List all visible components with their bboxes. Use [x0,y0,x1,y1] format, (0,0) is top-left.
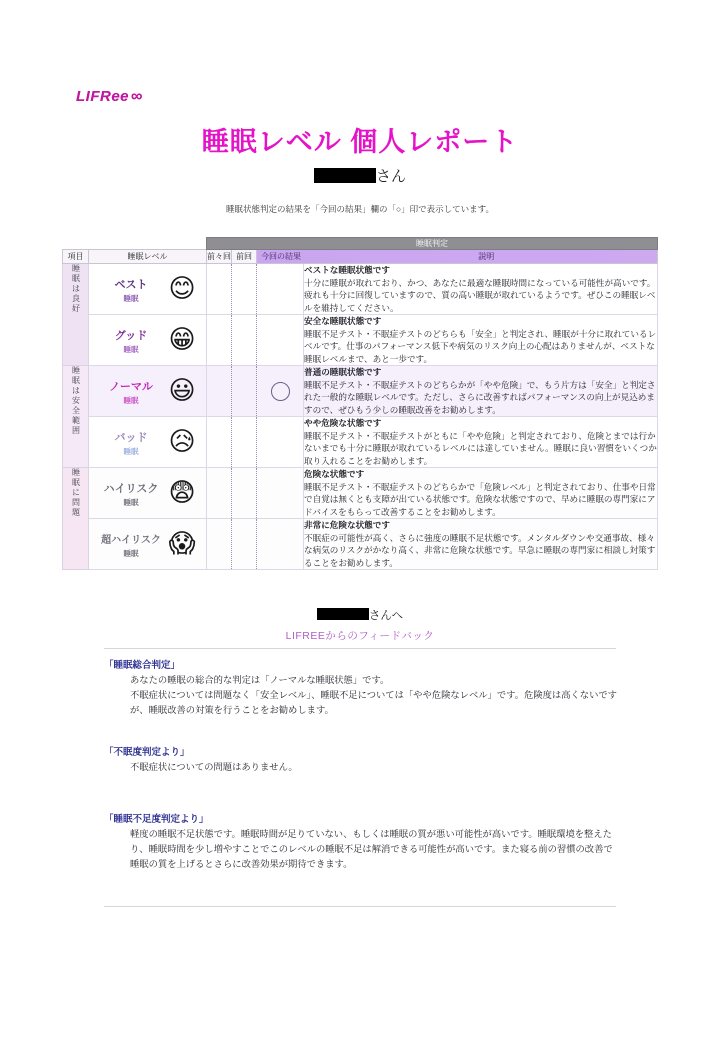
level-subtitle: 睡眠 [123,498,139,507]
feedback-user-suffix: さんへ [368,610,404,622]
table-row [63,315,658,366]
description-cell [304,366,658,417]
sleep-level-table [62,237,658,570]
prev1-cell [232,468,257,519]
feedback-heading: 「不眠度判定より」 [104,747,190,758]
screaming-face-icon: 😱 [168,528,196,558]
prev1-cell [232,366,257,417]
infinity-icon: ∞ [131,88,143,105]
description-title: 普通の睡眠状態です [304,367,382,377]
table-row [63,366,658,417]
level-cell-bad [89,417,207,468]
level-name: 超ハイリスク [101,535,161,546]
description-cell [304,519,658,570]
description-body: 睡眠不足テスト・不眠症テストのどちらも「安全」と判定され、睡眠が十分に取れているレベルです。仕事のパフォーマンス低下や病気のリスク向上の心配はありませんが、ベストな睡眠レベルまで、あと一歩です。 [304,329,657,364]
lifree-logo [76,88,142,106]
feedback-body [104,673,620,718]
prev2-cell [207,519,232,570]
group-label-safe [63,366,89,468]
table-row [63,468,658,519]
feedback-user-line [0,607,720,623]
group-label-good [63,264,89,366]
description-body: 睡眠不足テスト・不眠症テストのどちらかが「やや危険」で、もう片方は「安全」と判定された一般的な睡眠レベルです。ただし、さらに改善すればパフォーマンスの向上が見込めますので、ぜひもう少しの睡眠改善をお勧めします。 [304,380,656,415]
description-body: 睡眠不足テスト・不眠症テストがともに「やや危険」と判定されており、危険とまでは行かないまでも十分に睡眠が取れているレベルには達していません。睡眠に良い習慣をいくつか取り入れることをお勧めします。 [304,431,657,466]
description-title: 安全な睡眠状態です [304,316,382,326]
level-cell-high-risk [89,468,207,519]
group-label-safe-text: 睡眠は安全範囲 [71,366,81,436]
divider-top [104,648,616,649]
level-cell-normal [89,366,207,417]
col-header-current-and-desc [257,250,658,264]
level-name: グッド [114,330,148,342]
prev2-cell [207,366,232,417]
description-cell [304,315,658,366]
prev1-cell [232,519,257,570]
table-row [63,519,658,570]
feedback-line: あなたの睡眠の総合的な判定は「ノーマルな睡眠状態」です。 [130,675,390,685]
description-cell [304,468,658,519]
header-group-sleep-judgement: 睡眠判定 [207,238,658,250]
level-subtitle: 睡眠 [123,294,139,303]
description-title: やや危険な状態です [304,418,382,428]
table-row [63,417,658,468]
level-name: ノーマル [109,381,153,393]
current-result-cell-selected [257,366,304,417]
user-name-suffix: さん [375,168,406,185]
level-name: バッド [114,432,148,444]
description-title: 非常に危険な状態です [304,520,390,530]
col-header-current: 今回の結果 [261,252,301,261]
report-note: 睡眠状態判定の結果を「今回の結果」欄の「○」印で表示しています。 [226,204,494,214]
current-result-cell [257,315,304,366]
table-header-row [63,250,658,264]
prev1-cell [232,264,257,315]
prev1-cell [232,417,257,468]
feedback-heading: 「睡眠総合判定」 [104,660,181,671]
feedback-line: 不眠症状についての問題はありません。 [130,762,298,772]
description-title: 危険な状態です [304,469,365,479]
description-body: 睡眠不足テスト・不眠症テストのどちらかで「危険レベル」と判定されており、仕事や日常で自覚は無くとも支障が出ている状態です。危険な状態ですので、早めに睡眠の専門家にアドバイスをもらって改善することをお勧めします。 [304,482,656,517]
current-result-cell [257,468,304,519]
level-cell-best [89,264,207,315]
smiling-open-mouth-icon: 😃 [168,375,196,405]
feedback-body [104,760,620,775]
feedback-body [104,827,620,872]
header-spacer-item [63,238,89,250]
sad-sweat-face-icon: 😥 [168,426,196,456]
brand-name: LIFRee [76,88,130,105]
col-header-level: 睡眠レベル [89,250,207,264]
redacted-name-block [314,168,376,183]
user-name-line [0,165,720,186]
sleep-level-table-wrap [62,237,658,570]
level-subtitle: 睡眠 [123,447,139,456]
page-title: 睡眠レベル 個人レポート [201,127,519,157]
circle-mark-icon [271,382,290,401]
fearful-face-icon: 😨 [168,477,196,507]
table-header-top-row [63,238,658,250]
col-header-prev1: 前回 [232,250,257,264]
group-label-problem-text: 睡眠に問題 [71,468,81,518]
group-label-problem [63,468,89,570]
feedback-block-insomnia [104,744,620,775]
description-cell [304,417,658,468]
current-result-cell [257,417,304,468]
current-result-cell [257,519,304,570]
grinning-face-icon: 😁 [168,324,196,354]
col-header-item: 項目 [63,250,89,264]
level-subtitle: 睡眠 [123,396,139,405]
current-result-cell [257,264,304,315]
level-name: ベスト [114,279,148,291]
col-header-prev2: 前々回 [207,250,232,264]
table-row [63,264,658,315]
level-subtitle: 睡眠 [123,345,139,354]
prev2-cell [207,417,232,468]
feedback-heading: 「睡眠不足度判定より」 [104,814,209,825]
redacted-name-block [317,608,369,620]
header-spacer-level [89,238,207,250]
col-header-description: 説明 [478,252,495,261]
prev2-cell [207,315,232,366]
level-name: ハイリスク [103,483,159,495]
prev1-cell [232,315,257,366]
level-cell-super-high-risk [89,519,207,570]
level-subtitle: 睡眠 [123,549,139,558]
feedback-line: 不眠症状については問題なく「安全レベル」、睡眠不足については「やや危険なレベル」です。危険度は高くないですが、睡眠改善の対策を行うことをお勧めします。 [130,690,617,716]
description-body: 十分に睡眠が取れており、かつ、あなたに最適な睡眠時間になっている可能性が高いです。疲れも十分に回復していますので、質の高い睡眠が取れているようです。ぜひこの睡眠レベルを維持してください。 [304,278,656,313]
feedback-block-overall [104,657,620,718]
feedback-line: 軽度の睡眠不足状態です。睡眠時間が足りていない、もしくは睡眠の質が悪い可能性が高いです。睡眠環境を整えたり、睡眠時間を少し増やすことでこのレベルの睡眠不足は解消できる可能性が高いです。また寝る前の習慣の改善で睡眠の質を上げるとさらに改善効果が期待できます。 [130,829,613,870]
feedback-subtitle: LIFREEからのフィードバック [285,630,435,642]
group-label-good-text: 睡眠は良好 [71,264,81,314]
description-body: 不眠症の可能性が高く、さらに強度の睡眠不足状態です。メンタルダウンや交通事故、様々な病気のリスクがかなり高く、非常に危険な状態です。早急に睡眠の専門家に相談し対策することをお勧めします。 [304,533,656,568]
description-cell [304,264,658,315]
prev2-cell [207,468,232,519]
smiling-face-icon: 😊 [168,273,196,303]
level-cell-good [89,315,207,366]
divider-bottom [104,906,616,907]
description-title: ベストな睡眠状態です [304,265,390,275]
prev2-cell [207,264,232,315]
feedback-block-sleep-deficiency [104,811,620,872]
